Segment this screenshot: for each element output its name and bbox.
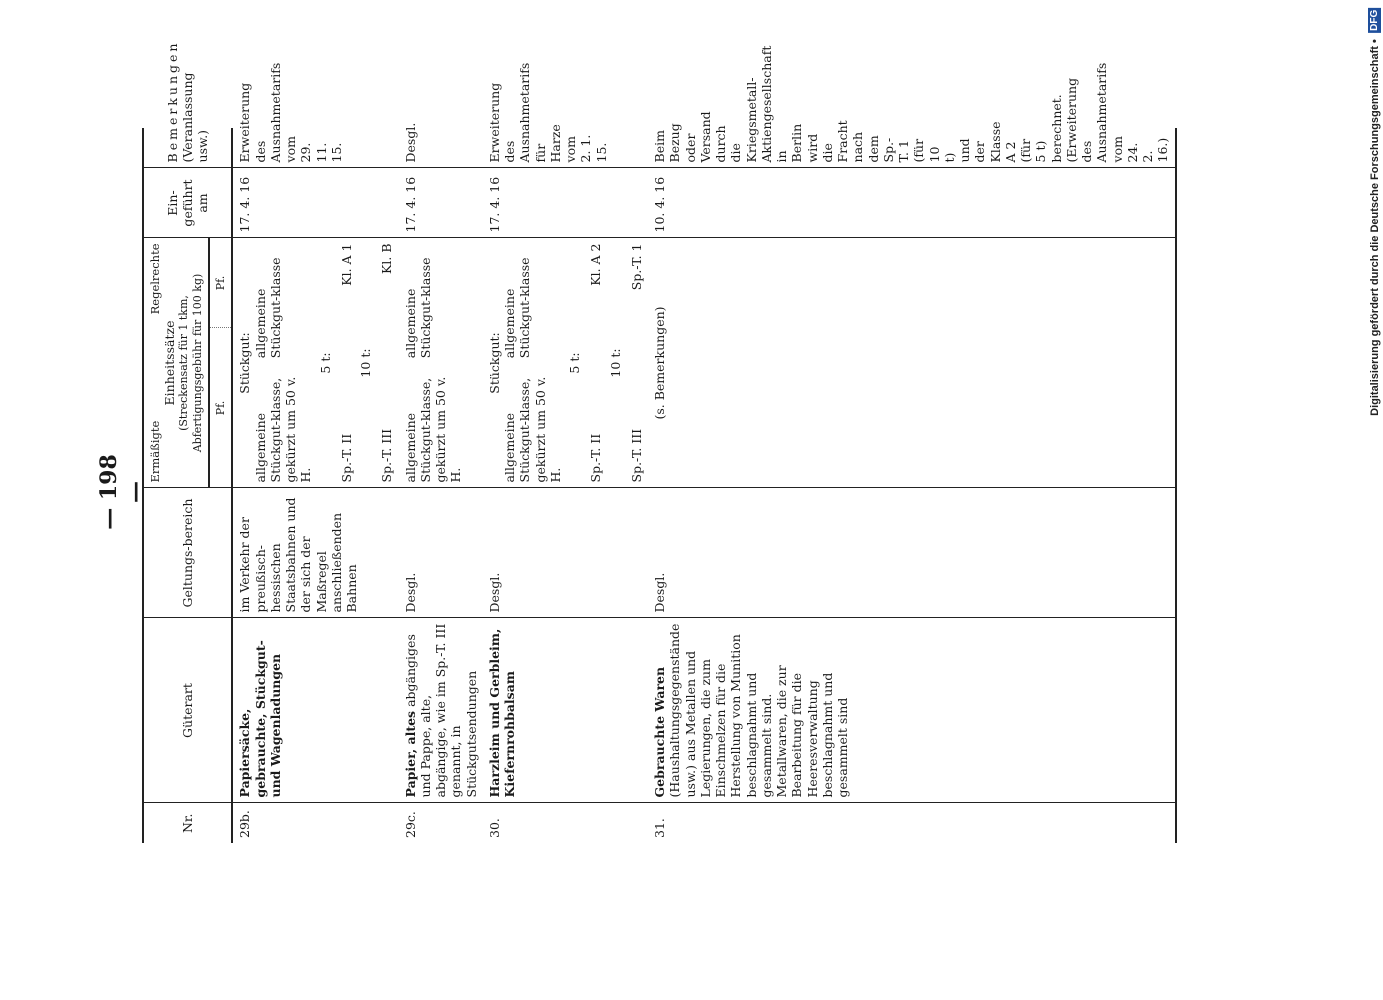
row-regelrecht: allgemeine Stückgut-klasse [402,257,433,359]
row-10t-left: Sp.-T. III [379,428,395,483]
row-5t-label: 5 t: [317,352,333,374]
row-goods-plain: abgängiges und Pappe, alte, abgängige, wie im Sp.-T. III genannt, in Stückgutsendungen [402,623,479,798]
header-eingefuehrt: Ein-geführt am [143,168,232,238]
header-nr: Nr. [143,803,232,843]
row-10t-left: Sp.-T. III [628,428,644,483]
row-5t-right: Kl. A 1 [338,243,354,286]
row-stueckgut-head: Stückgut: [237,332,253,394]
row-ermaessigt: (s. Bemerkungen) [652,306,668,420]
header-einheitssaetze [143,238,209,488]
row-goods-bold: Gebrauchte Waren [652,666,668,798]
header-veranlassung: (Veranlassung usw.) [180,72,211,163]
row-ermaessigt: allgemeine Stückgut-klasse, gekürzt um 50 v. H. [502,376,563,483]
row-ermaessigt: allgemeine Stückgut-klasse, gekürzt um 50 v. H. [402,376,464,483]
header-ermaessigte: Ermäßigte [148,420,162,483]
tariff-table-sheet [142,40,1222,843]
row-bemerkung: Beim Bezug oder Versand durch die Kriegsmetall-Aktiengesellschaft in Berlin wird die Fracht nach dem Sp.-T. 1 (für 10 t) und der Klasse A 2 (für 5 t) berechnet. (Erweiterung des Ausnahmetarifs vom 24. 2. 16.) [648,128,1176,168]
row-einheitssaetze [483,238,648,488]
header-gueterart: Güterart [143,618,232,803]
header-einheitssaetze-title: Einheitssätze [162,320,178,406]
page-number: — 198 — [96,454,148,530]
row-regelrecht: allgemeine Stückgut-klasse [252,257,283,359]
table-row [399,128,483,843]
header-geltungsbereich: Geltungs-bereich [143,488,232,618]
row-bemerkung: Desgl. [399,128,483,168]
dfg-logo: DFG [1369,10,1380,32]
row-goods-bold: Papiersäcke, gebrauchte, Stückgut- und Wagenladungen [237,640,283,798]
row-gueterart [483,618,648,803]
row-gueterart [232,618,398,803]
header-regelrechte: Regelrechte [148,243,162,315]
row-10t-right: Kl. B [379,243,395,274]
row-goods-plain: (Haushaltungsgegenstände usw.) aus Metallen und Legierungen, die zum Einschmelzen für die Herstellung von Munition beschlagnahmt und gesammelt sind. Metallwaren, die zur Bearbeitung für die Heeresverwaltung beschlagnahmt und gesammelt sind [667,623,851,798]
row-bemerkung: Erweiterung des Ausnahmetarifs für Harze vom 2. 1. 15. [483,128,648,168]
row-nr: 31. [648,803,1176,843]
row-einheitssaetze [399,238,483,488]
row-10t-label: 10 t: [358,348,374,378]
row-10t-right: Sp.-T. 1 [628,243,644,291]
row-einheitssaetze [648,238,1176,488]
row-5t-left: Sp.-T. II [338,433,354,483]
row-datum: 10. 4. 16 [648,168,1176,238]
row-goods-bold: Papier, altes [402,710,418,798]
row-geltungsbereich: Desgl. [399,488,483,618]
row-gueterart [648,618,1176,803]
row-10t-label: 10 t: [607,348,623,378]
row-nr: 29b. [237,810,253,838]
credit-text: Digitalisierung gefördert durch die Deutsche Forschungsgemeinschaft • [1369,39,1381,416]
row-ermaessigt: allgemeine Stückgut-klasse, gekürzt um 50 v. H. [252,376,314,483]
row-goods-bold: Harzleim und Gerbleim, Kiefernrohbalsam [486,628,518,798]
row-geltungsbereich: Desgl. [483,488,648,618]
row-5t-label: 5 t: [567,352,583,374]
table-row [648,128,1176,843]
row-datum: 17. 4. 16 [232,168,398,238]
header-pf-right: Pf. [209,238,232,328]
row-regelrecht: allgemeine Stückgut-klasse [502,257,533,359]
row-geltungsbereich: im Verkehr der preußisch-hessischen Staatsbahnen und der sich der Maßregel anschließenden Bahnen [232,488,398,618]
table-header-row [143,128,209,843]
dfg-credit-line [1369,8,1381,416]
header-bemerkungen [143,40,232,168]
row-5t-right: Kl. A 2 [588,243,604,286]
row-einheitssaetze [232,238,398,488]
row-bemerkung: Erweiterung des Ausnahmetarifs vom 29. 11. 15. [232,128,398,168]
table-row [232,128,398,843]
header-bemerkungen-title: Bemerkungen [164,40,180,163]
table-row [483,128,648,843]
header-streckensatz: (Streckensatz für 1 tkm, Abfertigungsgebühr für 100 kg) [177,273,204,453]
header-pf-left: Pf. [209,328,232,488]
row-5t-left: Sp.-T. II [588,433,604,483]
row-stueckgut-head: Stückgut: [486,332,502,394]
row-geltungsbereich: Desgl. [648,488,1176,618]
row-datum: 17. 4. 16 [399,168,483,238]
row-nr: 29c. [402,811,418,838]
row-gueterart [399,618,483,803]
row-nr: 30. [486,818,502,838]
tariff-table [142,40,1177,843]
row-datum: 17. 4. 16 [483,168,648,238]
